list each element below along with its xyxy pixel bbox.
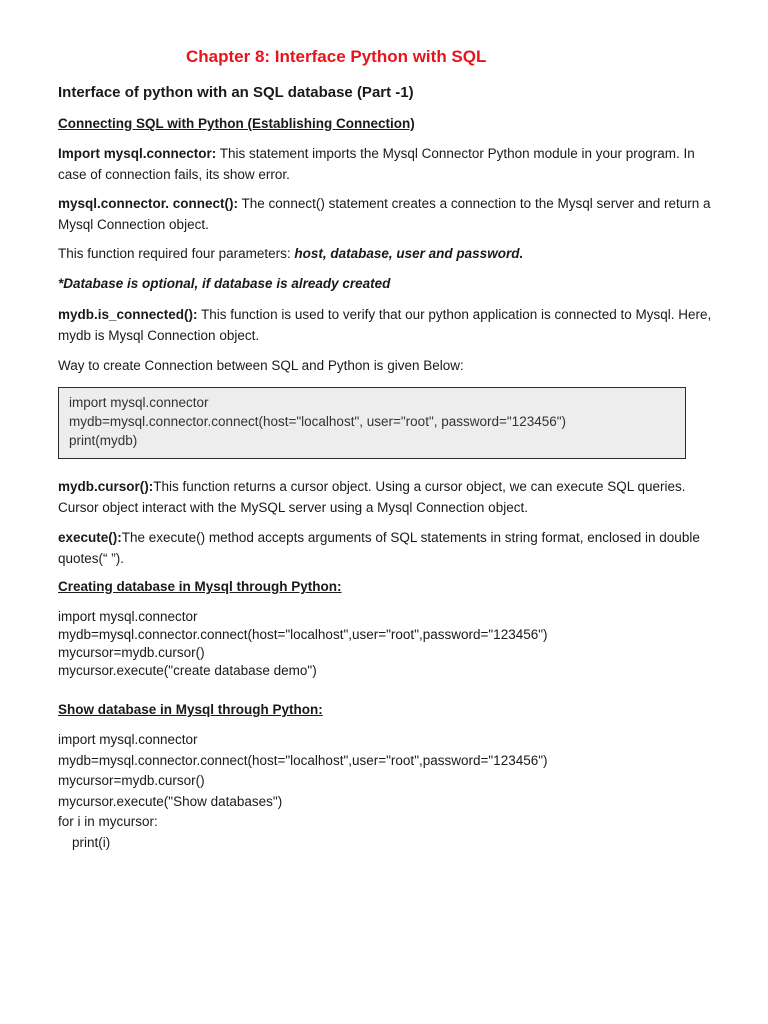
code-line: mycursor=mydb.cursor() [58, 645, 205, 660]
desc-execute: The execute() method accepts arguments of SQL statements in string format, enclosed in double quotes(“ ”). [58, 530, 700, 566]
code-line: print(i) [72, 834, 111, 850]
desc-cursor: This function returns a cursor object. Using a cursor object, we can execute SQL queries. Cursor object interact with the MySQL server using a Mysql Connection object. [58, 479, 686, 515]
optional-note: *Database is optional, if database is already created [58, 276, 391, 291]
code-line: mycursor.execute("create database demo") [58, 663, 317, 678]
code-line: mycursor.execute("Show databases") [58, 793, 283, 809]
paragraph-connect [58, 193, 718, 235]
subheading-connecting: Connecting SQL with Python (Establishing Connection) [58, 116, 415, 131]
term-cursor: mydb.cursor(): [58, 479, 154, 494]
desc-connect: The connect() statement creates a connection to the Mysql server and return a Mysql Connection object. [58, 196, 711, 232]
paragraph-execute [58, 527, 718, 569]
params-text: This function required four parameters: [58, 246, 295, 261]
code-block-show [58, 730, 548, 853]
code-line: mydb=mysql.connector.connect(host="localhost",user="root",password="123456") [58, 752, 548, 768]
code-line: for i in mycursor: [58, 814, 158, 829]
paragraph-params [58, 243, 718, 264]
code-line: mycursor=mydb.cursor() [58, 773, 205, 788]
code-line: import mysql.connector [58, 732, 198, 747]
term-is-connected: mydb.is_connected(): [58, 307, 198, 322]
term-connect: mysql.connector. connect(): [58, 196, 239, 211]
term-execute: execute(): [58, 530, 122, 545]
paragraph-import [58, 143, 718, 185]
code-line: print(mydb) [69, 433, 138, 448]
chapter-title: Chapter 8: Interface Python with SQL [186, 47, 487, 66]
paragraph-cursor [58, 476, 718, 518]
term-import: Import mysql.connector: [58, 146, 217, 161]
code-line: import mysql.connector [69, 395, 209, 410]
subheading-creating: Creating database in Mysql through Python: [58, 579, 342, 594]
code-line: import mysql.connector [58, 609, 198, 624]
code-line: mydb=mysql.connector.connect(host="localhost", user="root", password="123456") [69, 414, 567, 429]
desc-import: This statement imports the Mysql Connector Python module in your program. In case of connection fails, its show error. [58, 146, 695, 182]
section-title: Interface of python with an SQL database (Part -1) [58, 84, 414, 101]
paragraph-way: Way to create Connection between SQL and Python is given Below: [58, 358, 464, 373]
params-list: host, database, user and password. [294, 246, 524, 261]
subheading-show: Show database in Mysql through Python: [58, 702, 323, 717]
code-block-create [58, 608, 548, 680]
code-line: mydb=mysql.connector.connect(host="localhost",user="root",password="123456") [58, 627, 548, 642]
desc-is-connected: This function is used to verify that our python application is connected to Mysql. Here, mydb is Mysql Connection object. [58, 307, 712, 343]
code-box [58, 387, 686, 459]
paragraph-is-connected [58, 304, 718, 346]
